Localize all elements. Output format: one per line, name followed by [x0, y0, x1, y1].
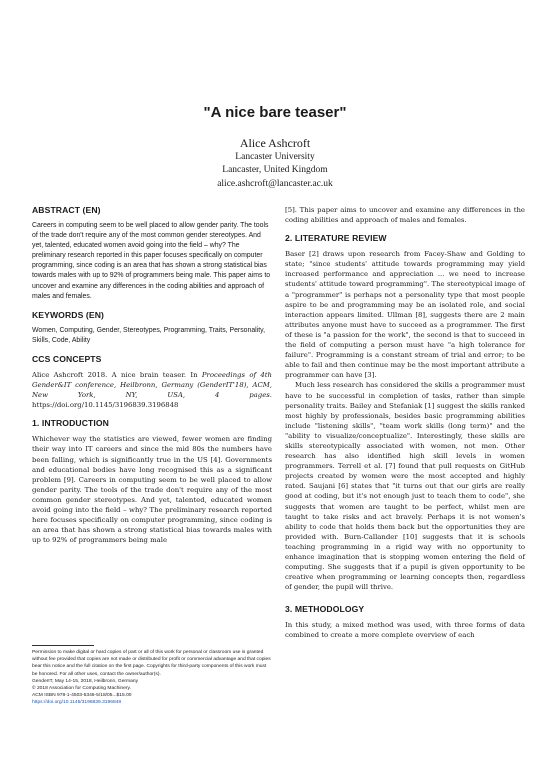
left-column: [32, 205, 272, 545]
ccs-heading: CCS CONCEPTS: [32, 353, 102, 364]
literature-paragraph-2: Much less research has considered the skills a programmer must have to be successful in completion of tasks, rather than simple personality traits. Bailey and Stefaniak [1] suggest the skills ranked most highly by professionals, besides basic programming abilities include "listening skills", "team work skills (long term)" and the "ability to visualize/conceptualize". Interestingly, these skills are skills stereotypically associated with women, not men. Other research has also identified high skill levels in women programmers. Terrell et al. [7] found that pull requests on GitHub projects created by women were the most accepted and highly rated. Saujani [6] states that "it turns out that our girls are really good at coding, but it's not enough just to teach them to code", she suggests that women are taught to be perfect, whilst men are taught to take risks and act bravely. Perhaps it is not women's ability to code that holds them back but the opportunities they are provided with. Burn-Callander [10] suggests that it is schools teaching programming in a rigid way with no opportunity to enhance imagination that is stopping women entering the field of computing. She suggests that if a pupil is given opportunity to be creative when programming or learning concepts then, regardless of gender, the pupil will thrive.: [285, 381, 525, 592]
author-name: Alice Ashcroft: [239, 136, 311, 150]
footnote-copyright: © 2018 Association for Computing Machinery.: [32, 686, 131, 692]
acm-reference: [32, 370, 272, 410]
author-affiliation: Lancaster University: [235, 151, 315, 162]
footnote-permission: Permission to make digital or hard copies of part or all of this work for personal or classroom use is granted without fee provided that copies are not made or distributed for profit or commercial advantage and that copies bear this notice and the full citation on the first page. Copyrights for third-party components of this work must be honored. For all other uses, contact the owner/author(s).: [32, 650, 271, 677]
literature-paragraph-1: Baser [2] draws upon research from Facey-Shaw and Golding to state; "since students' attitude towards programming may yield increased performance and appreciation ... we need to increase students' attitude toward programming". The stereotypical image of a "programmer" is perhaps not a personality type that most people aspire to be and programming may be an isolated role, and social interaction appears limited. Ullman [8], suggests there are 2 main attributes anyone must have to succeed as a programmer. The first of these is "a passion for the work", the second is that to succeed in the field of computing a person must have "a high tolerance for failure". Programming is a constant stream of trial and error; to be able to fail and then continue may be the most important attribute a programmer can have [3].: [285, 250, 525, 380]
methodology-text: In this study, a mixed method was used, with three forms of data combined to create a more complete overview of each: [285, 621, 525, 640]
introduction-heading: 1. INTRODUCTION: [32, 418, 109, 429]
footnote-divider: [32, 645, 94, 646]
literature-heading: 2. LITERATURE REVIEW: [285, 233, 387, 244]
footnote-conference: GenderIT, May 14-15, 2018, Heilbronn, Germany: [32, 678, 139, 684]
acm-reference-venue: Proceedings of 4th Gender&IT conference, Heilbronn, Germany (GenderIT'18), ACM, New York, NY, USA, 4 pages.: [32, 370, 272, 400]
abstract-text: Careers in computing seem to be well placed to allow gender parity. The tools of the trade don't require any of the most common gender stereotypes. And yet, talented, educated women avoid going into the field – why? The preliminary research reported in this paper focuses specifically on computer programming, since coding is an area that has shown a strong statistical bias towards males with up to 92% of programmers being male. This paper aims to uncover and examine any differences in the coding abilities and approach of males and females.: [32, 222, 271, 300]
author-email[interactable]: alice.ashcroft@lancaster.ac.uk: [217, 178, 333, 189]
right-column: [285, 205, 525, 641]
copyright-footnote: [32, 649, 272, 707]
keywords-text: Women, Computing, Gender, Stereotypes, Programming, Traits, Personality, Skills, Code, Ability: [32, 326, 265, 344]
acm-reference-doi[interactable]: https://doi.org/10.1145/3196839.3196848: [32, 401, 179, 410]
introduction-text: Whichever way the statistics are viewed, fewer women are finding their way into IT careers and since the mid 80s the numbers have been falling, which is significantly true in the US [4]. Governments and educational bodies have long recognised this as a significant problem [9]. Careers in computing seem to be well placed to allow gender parity. The tools of the trade don't require any of the most common gender stereotypes. And yet, talented, educated women avoid going into the field – why? The preliminary research reported here focuses specifically on computer programming, since coding is an area that has shown a strong statistical bias towards males with up to 92% of programmers being male: [32, 435, 272, 545]
methodology-heading: 3. METHODOLOGY: [285, 604, 365, 615]
footnote-isbn: ACM ISBN 978-1-4503-5346-5/18/05...$15.00: [32, 693, 132, 699]
acm-reference-prefix: Alice Ashcroft 2018. A nice brain teaser. In: [32, 370, 202, 379]
abstract-heading: ABSTRACT (EN): [32, 205, 101, 215]
paper-title: "A nice bare teaser": [203, 104, 347, 121]
introduction-continued: [5]. This paper aims to uncover and examine any differences in the coding abilities and approach of males and females.: [285, 206, 525, 225]
author-block: [0, 137, 550, 191]
footnote-doi[interactable]: https://doi.org/10.1145/3196839.3196848: [32, 700, 122, 706]
author-location: Lancaster, United Kingdom: [222, 165, 328, 175]
keywords-heading: KEYWORDS (EN): [32, 309, 104, 320]
